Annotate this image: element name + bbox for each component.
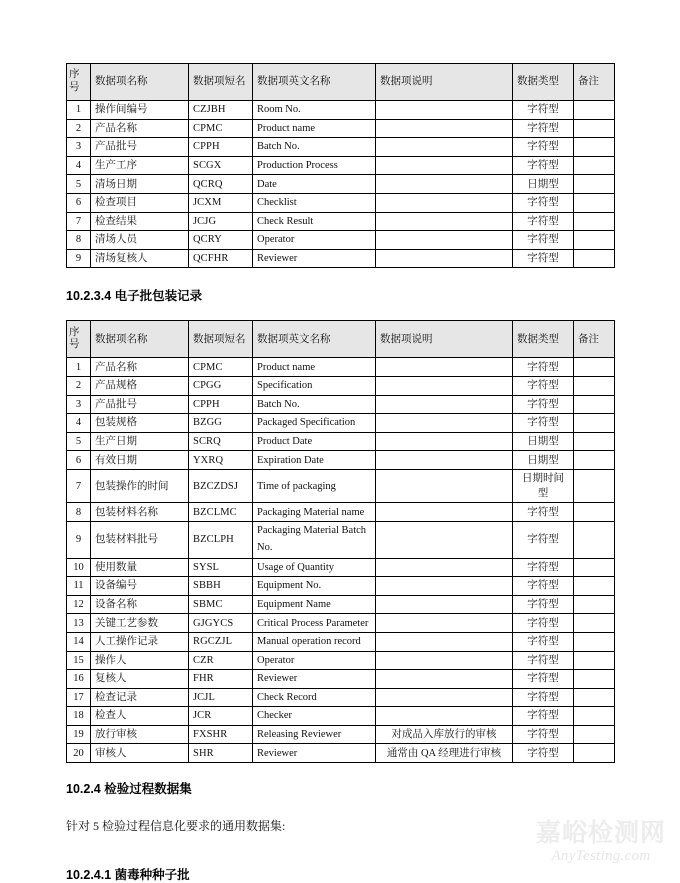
column-header-name: 数据项名称 bbox=[91, 321, 189, 358]
spacer bbox=[66, 304, 614, 320]
column-header-en-name: 数据项英文名称 bbox=[253, 64, 376, 101]
table-cell-seq: 10 bbox=[67, 558, 91, 577]
table-cell-desc bbox=[376, 156, 513, 175]
table-cell-desc bbox=[376, 521, 513, 558]
table-cell-abbr: JCXM bbox=[189, 193, 253, 212]
column-header-memo: 备注 bbox=[574, 321, 615, 358]
table-cell-desc bbox=[376, 577, 513, 596]
table-cell-abbr: SYSL bbox=[189, 558, 253, 577]
table-cell-type: 字符型 bbox=[513, 503, 574, 522]
table-cell-seq: 3 bbox=[67, 138, 91, 157]
watermark-chinese: 嘉峪检测网 bbox=[535, 818, 666, 847]
table-row bbox=[67, 469, 615, 502]
table-cell-memo bbox=[574, 101, 615, 120]
table-cell-seq: 2 bbox=[67, 119, 91, 138]
table-row bbox=[67, 138, 615, 157]
table-cell-abbr: SBMC bbox=[189, 595, 253, 614]
table-cell-en: Product name bbox=[253, 119, 376, 138]
table-row bbox=[67, 101, 615, 120]
table-cell-name: 生产日期 bbox=[91, 432, 189, 451]
table-row bbox=[67, 688, 615, 707]
table-cell-name: 清场复核人 bbox=[91, 249, 189, 268]
watermark-english: AnyTesting.com bbox=[551, 847, 651, 864]
table-cell-memo bbox=[574, 651, 615, 670]
spacer bbox=[66, 763, 614, 782]
column-header-abbr: 数据项短名 bbox=[189, 64, 253, 101]
table-cell-abbr: SBBH bbox=[189, 577, 253, 596]
table-row bbox=[67, 670, 615, 689]
table-cell-type: 字符型 bbox=[513, 744, 574, 763]
table-cell-en: Product name bbox=[253, 358, 376, 377]
table-cell-en: Releasing Reviewer bbox=[253, 725, 376, 744]
table-cell-type: 字符型 bbox=[513, 376, 574, 395]
table-cell-abbr: CPMC bbox=[189, 358, 253, 377]
table-cell-seq: 7 bbox=[67, 212, 91, 231]
table-header bbox=[67, 64, 615, 101]
table-cell-type: 字符型 bbox=[513, 414, 574, 433]
table-cell-memo bbox=[574, 414, 615, 433]
table-cell-memo bbox=[574, 725, 615, 744]
table-cell-type: 字符型 bbox=[513, 212, 574, 231]
table-cell-type: 字符型 bbox=[513, 231, 574, 250]
table-cell-name: 检查记录 bbox=[91, 688, 189, 707]
table-cell-en: Operator bbox=[253, 231, 376, 250]
table-cell-desc bbox=[376, 558, 513, 577]
table-cell-name: 操作人 bbox=[91, 651, 189, 670]
table-row bbox=[67, 577, 615, 596]
table-cell-abbr: YXRQ bbox=[189, 451, 253, 470]
column-header-seq: 序号 bbox=[67, 64, 91, 101]
table-cell-memo bbox=[574, 614, 615, 633]
table-cell-seq: 1 bbox=[67, 358, 91, 377]
table-cell-abbr: JCR bbox=[189, 707, 253, 726]
heading-packaging-record: 10.2.3.4 电子批包装记录 bbox=[66, 289, 203, 304]
table-cell-type: 字符型 bbox=[513, 101, 574, 120]
table-cell-memo bbox=[574, 249, 615, 268]
table-cell-memo bbox=[574, 670, 615, 689]
table-cell-abbr: CPPH bbox=[189, 138, 253, 157]
table-cell-desc bbox=[376, 707, 513, 726]
table-cell-memo bbox=[574, 595, 615, 614]
table-cell-seq: 9 bbox=[67, 521, 91, 558]
table-cell-name: 清场人员 bbox=[91, 231, 189, 250]
table-row bbox=[67, 707, 615, 726]
table-cell-seq: 15 bbox=[67, 651, 91, 670]
table-row bbox=[67, 414, 615, 433]
table-cell-memo bbox=[574, 231, 615, 250]
table-cell-desc bbox=[376, 175, 513, 194]
table-cell-desc bbox=[376, 595, 513, 614]
table-cell-memo bbox=[574, 577, 615, 596]
table-row bbox=[67, 651, 615, 670]
table-cell-memo bbox=[574, 469, 615, 502]
table-cell-en: Specification bbox=[253, 376, 376, 395]
table-cell-desc bbox=[376, 651, 513, 670]
table-cell-name: 清场日期 bbox=[91, 175, 189, 194]
table-cell-memo bbox=[574, 119, 615, 138]
table-cell-desc bbox=[376, 358, 513, 377]
table-cell-type: 字符型 bbox=[513, 558, 574, 577]
table-cell-name: 放行审核 bbox=[91, 725, 189, 744]
table-cell-en: Usage of Quantity bbox=[253, 558, 376, 577]
table-cell-abbr: SHR bbox=[189, 744, 253, 763]
table-cell-seq: 6 bbox=[67, 451, 91, 470]
table-cell-en: Operator bbox=[253, 651, 376, 670]
table-cell-abbr: FXSHR bbox=[189, 725, 253, 744]
table-cell-abbr: QCFHR bbox=[189, 249, 253, 268]
table-cell-name: 包装材料名称 bbox=[91, 503, 189, 522]
table-cell-type: 字符型 bbox=[513, 156, 574, 175]
table-cell-memo bbox=[574, 503, 615, 522]
column-header-seq: 序号 bbox=[67, 321, 91, 358]
table-header-row bbox=[67, 64, 615, 101]
table-cell-en: Packaging Material Batch No. bbox=[253, 521, 376, 558]
table-cell-memo bbox=[574, 432, 615, 451]
table-cell-name: 检查人 bbox=[91, 707, 189, 726]
table-cell-type: 字符型 bbox=[513, 670, 574, 689]
table-cell-desc bbox=[376, 193, 513, 212]
table-row bbox=[67, 432, 615, 451]
table-cell-en: Batch No. bbox=[253, 138, 376, 157]
table-cell-name: 设备名称 bbox=[91, 595, 189, 614]
heading-inspection-dataset: 10.2.4 检验过程数据集 bbox=[66, 782, 192, 797]
table-cell-seq: 14 bbox=[67, 632, 91, 651]
table-cell-en: Batch No. bbox=[253, 395, 376, 414]
table-cell-desc bbox=[376, 138, 513, 157]
table-cell-memo bbox=[574, 707, 615, 726]
table-cell-abbr: CPPH bbox=[189, 395, 253, 414]
clearance-record-body bbox=[67, 101, 615, 268]
table-cell-abbr: QCRQ bbox=[189, 175, 253, 194]
table-cell-memo bbox=[574, 212, 615, 231]
table-cell-seq: 1 bbox=[67, 101, 91, 120]
table-cell-abbr: FHR bbox=[189, 670, 253, 689]
spacer bbox=[66, 797, 614, 818]
table-cell-seq: 5 bbox=[67, 175, 91, 194]
table-cell-en: Production Process bbox=[253, 156, 376, 175]
table-cell-name: 有效日期 bbox=[91, 451, 189, 470]
table-cell-seq: 8 bbox=[67, 503, 91, 522]
table-cell-type: 字符型 bbox=[513, 358, 574, 377]
table-cell-type: 日期时间型 bbox=[513, 469, 574, 502]
table-cell-desc bbox=[376, 503, 513, 522]
table-cell-name: 审核人 bbox=[91, 744, 189, 763]
table-row bbox=[67, 358, 615, 377]
table-cell-type: 字符型 bbox=[513, 595, 574, 614]
column-header-description: 数据项说明 bbox=[376, 64, 513, 101]
table-cell-abbr: BZGG bbox=[189, 414, 253, 433]
table-cell-seq: 9 bbox=[67, 249, 91, 268]
table-cell-seq: 4 bbox=[67, 414, 91, 433]
table-cell-memo bbox=[574, 632, 615, 651]
table-cell-en: Checklist bbox=[253, 193, 376, 212]
table-cell-memo bbox=[574, 156, 615, 175]
table-row bbox=[67, 725, 615, 744]
table-cell-memo bbox=[574, 175, 615, 194]
table-cell-abbr: JCJL bbox=[189, 688, 253, 707]
table-cell-name: 操作间编号 bbox=[91, 101, 189, 120]
table-row bbox=[67, 212, 615, 231]
table-cell-desc bbox=[376, 212, 513, 231]
table-cell-type: 字符型 bbox=[513, 688, 574, 707]
table-cell-desc bbox=[376, 249, 513, 268]
table-cell-desc bbox=[376, 395, 513, 414]
packaging-record-table bbox=[66, 320, 615, 763]
table-cell-en: Reviewer bbox=[253, 670, 376, 689]
table-cell-en: Packaging Material name bbox=[253, 503, 376, 522]
table-cell-desc bbox=[376, 632, 513, 651]
table-cell-seq: 18 bbox=[67, 707, 91, 726]
table-cell-name: 产品名称 bbox=[91, 358, 189, 377]
table-cell-name: 包装操作的时间 bbox=[91, 469, 189, 502]
table-cell-name: 复核人 bbox=[91, 670, 189, 689]
table-cell-name: 使用数量 bbox=[91, 558, 189, 577]
table-cell-type: 字符型 bbox=[513, 249, 574, 268]
table-cell-abbr: CPMC bbox=[189, 119, 253, 138]
table-cell-name: 包装规格 bbox=[91, 414, 189, 433]
spacer bbox=[66, 268, 614, 289]
table-cell-name: 产品规格 bbox=[91, 376, 189, 395]
table-cell-desc bbox=[376, 231, 513, 250]
table-cell-seq: 17 bbox=[67, 688, 91, 707]
column-header-data-type: 数据类型 bbox=[513, 321, 574, 358]
table-row bbox=[67, 632, 615, 651]
table-cell-memo bbox=[574, 744, 615, 763]
table-cell-desc bbox=[376, 670, 513, 689]
table-cell-name: 生产工序 bbox=[91, 156, 189, 175]
table-row bbox=[67, 119, 615, 138]
table-cell-seq: 3 bbox=[67, 395, 91, 414]
table-cell-memo bbox=[574, 358, 615, 377]
table-cell-abbr: CZJBH bbox=[189, 101, 253, 120]
table-cell-name: 检查结果 bbox=[91, 212, 189, 231]
table-row bbox=[67, 249, 615, 268]
table-row bbox=[67, 451, 615, 470]
column-header-name: 数据项名称 bbox=[91, 64, 189, 101]
table-cell-desc bbox=[376, 414, 513, 433]
table-cell-name: 检查项目 bbox=[91, 193, 189, 212]
table-row bbox=[67, 231, 615, 250]
table-cell-name: 产品批号 bbox=[91, 138, 189, 157]
table-cell-type: 字符型 bbox=[513, 632, 574, 651]
table-cell-type: 日期型 bbox=[513, 451, 574, 470]
table-cell-en: Critical Process Parameter bbox=[253, 614, 376, 633]
table-cell-memo bbox=[574, 138, 615, 157]
column-header-abbr: 数据项短名 bbox=[189, 321, 253, 358]
table-cell-en: Equipment Name bbox=[253, 595, 376, 614]
table-cell-abbr: CPGG bbox=[189, 376, 253, 395]
table-cell-en: Reviewer bbox=[253, 249, 376, 268]
table-cell-abbr: GJGYCS bbox=[189, 614, 253, 633]
table-cell-seq: 2 bbox=[67, 376, 91, 395]
packaging-record-body bbox=[67, 358, 615, 763]
table-header-row bbox=[67, 321, 615, 358]
table-cell-seq: 11 bbox=[67, 577, 91, 596]
table-row bbox=[67, 156, 615, 175]
table-cell-memo bbox=[574, 193, 615, 212]
table-cell-desc bbox=[376, 432, 513, 451]
table-cell-en: Time of packaging bbox=[253, 469, 376, 502]
table-cell-seq: 7 bbox=[67, 469, 91, 502]
table-cell-seq: 5 bbox=[67, 432, 91, 451]
table-row bbox=[67, 614, 615, 633]
table-cell-en: Reviewer bbox=[253, 744, 376, 763]
table-cell-seq: 12 bbox=[67, 595, 91, 614]
table-cell-type: 字符型 bbox=[513, 521, 574, 558]
table-cell-en: Check Record bbox=[253, 688, 376, 707]
table-cell-type: 字符型 bbox=[513, 651, 574, 670]
table-cell-memo bbox=[574, 376, 615, 395]
paragraph-inspection-intro: 针对 5 检验过程信息化要求的通用数据集: bbox=[66, 819, 286, 834]
table-cell-abbr: CZR bbox=[189, 651, 253, 670]
table-cell-abbr: BZCLPH bbox=[189, 521, 253, 558]
column-header-en-name: 数据项英文名称 bbox=[253, 321, 376, 358]
table-cell-seq: 4 bbox=[67, 156, 91, 175]
table-cell-name: 产品批号 bbox=[91, 395, 189, 414]
table-row bbox=[67, 395, 615, 414]
table-cell-type: 字符型 bbox=[513, 614, 574, 633]
spacer bbox=[66, 835, 614, 868]
table-cell-type: 字符型 bbox=[513, 577, 574, 596]
table-cell-en: Expiration Date bbox=[253, 451, 376, 470]
table-cell-memo bbox=[574, 451, 615, 470]
table-cell-en: Check Result bbox=[253, 212, 376, 231]
table-cell-name: 人工操作记录 bbox=[91, 632, 189, 651]
table-row bbox=[67, 193, 615, 212]
table-cell-memo bbox=[574, 558, 615, 577]
table-cell-desc: 对成品入库放行的审核 bbox=[376, 725, 513, 744]
table-cell-seq: 19 bbox=[67, 725, 91, 744]
table-cell-en: Manual operation record bbox=[253, 632, 376, 651]
table-cell-abbr: SCRQ bbox=[189, 432, 253, 451]
table-cell-seq: 8 bbox=[67, 231, 91, 250]
table-cell-desc bbox=[376, 688, 513, 707]
table-cell-abbr: JCJG bbox=[189, 212, 253, 231]
table-cell-en: Room No. bbox=[253, 101, 376, 120]
clearance-record-table bbox=[66, 63, 615, 268]
table-cell-type: 字符型 bbox=[513, 725, 574, 744]
table-cell-desc bbox=[376, 376, 513, 395]
table-cell-desc bbox=[376, 614, 513, 633]
table-row bbox=[67, 595, 615, 614]
table-cell-seq: 20 bbox=[67, 744, 91, 763]
table-cell-type: 字符型 bbox=[513, 395, 574, 414]
table-cell-en: Date bbox=[253, 175, 376, 194]
column-header-memo: 备注 bbox=[574, 64, 615, 101]
table-cell-abbr: RGCZJL bbox=[189, 632, 253, 651]
table-cell-memo bbox=[574, 521, 615, 558]
column-header-description: 数据项说明 bbox=[376, 321, 513, 358]
heading-seed-lot: 10.2.4.1 菌毒种种子批 bbox=[66, 867, 190, 882]
table-cell-en: Checker bbox=[253, 707, 376, 726]
table-cell-seq: 6 bbox=[67, 193, 91, 212]
table-row bbox=[67, 521, 615, 558]
table-cell-type: 日期型 bbox=[513, 432, 574, 451]
table-cell-desc: 通常由 QA 经理进行审核 bbox=[376, 744, 513, 763]
table-row bbox=[67, 376, 615, 395]
table-cell-desc bbox=[376, 101, 513, 120]
table-header bbox=[67, 321, 615, 358]
table-cell-abbr: QCRY bbox=[189, 231, 253, 250]
table-cell-name: 关键工艺参数 bbox=[91, 614, 189, 633]
table-cell-name: 产品名称 bbox=[91, 119, 189, 138]
table-cell-type: 字符型 bbox=[513, 707, 574, 726]
table-row bbox=[67, 558, 615, 577]
table-cell-name: 设备编号 bbox=[91, 577, 189, 596]
column-header-data-type: 数据类型 bbox=[513, 64, 574, 101]
table-cell-type: 字符型 bbox=[513, 193, 574, 212]
table-cell-en: Product Date bbox=[253, 432, 376, 451]
table-cell-name: 包装材料批号 bbox=[91, 521, 189, 558]
table-cell-memo bbox=[574, 395, 615, 414]
table-cell-type: 字符型 bbox=[513, 138, 574, 157]
table-cell-abbr: SCGX bbox=[189, 156, 253, 175]
table-cell-memo bbox=[574, 688, 615, 707]
table-row bbox=[67, 503, 615, 522]
table-cell-en: Equipment No. bbox=[253, 577, 376, 596]
table-cell-desc bbox=[376, 119, 513, 138]
table-cell-abbr: BZCZDSJ bbox=[189, 469, 253, 502]
table-row bbox=[67, 744, 615, 763]
page-content bbox=[66, 63, 614, 883]
table-cell-en: Packaged Specification bbox=[253, 414, 376, 433]
table-cell-abbr: BZCLMC bbox=[189, 503, 253, 522]
table-cell-type: 字符型 bbox=[513, 119, 574, 138]
table-cell-type: 日期型 bbox=[513, 175, 574, 194]
table-cell-desc bbox=[376, 451, 513, 470]
table-cell-seq: 16 bbox=[67, 670, 91, 689]
table-row bbox=[67, 175, 615, 194]
table-cell-seq: 13 bbox=[67, 614, 91, 633]
table-cell-desc bbox=[376, 469, 513, 502]
